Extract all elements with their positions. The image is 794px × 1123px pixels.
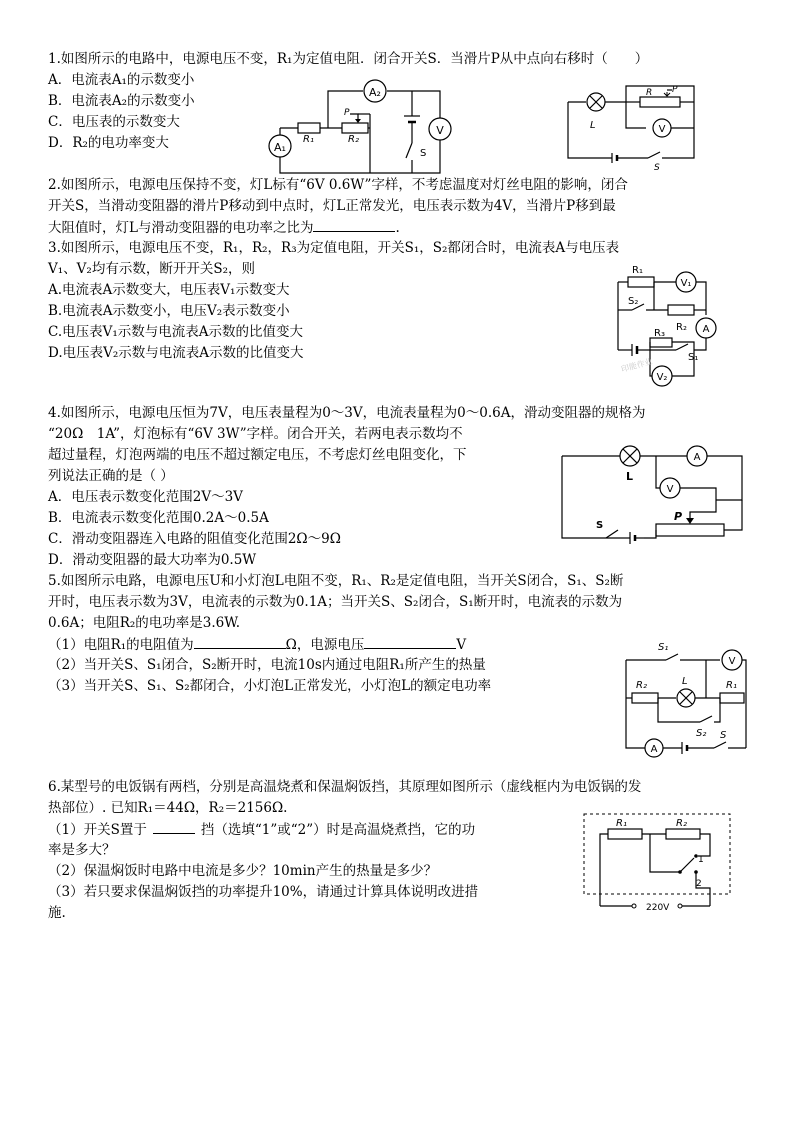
- svg-text:S₁: S₁: [688, 352, 699, 363]
- q4-option-b: B．电流表示数变化范围0.2A～0.5A: [48, 510, 269, 526]
- watermark: 印能作业: [620, 356, 654, 374]
- q1-stem: 1.如图所示的电路中，电源电压不变，R₁为定值电阻．闭合开关S．当滑片P从中点向右移时（ ）: [48, 51, 649, 67]
- q4-line1: 4.如图所示，电源电压恒为7V，电压表量程为0～3V，电流表量程为0～0.6A，滑动变阻器的规格为: [48, 405, 646, 421]
- q4-line2: “20Ω 1A”，灯泡标有“6V 3W”字样。闭合开关，若两电表示数均不: [48, 426, 463, 442]
- svg-text:A: A: [693, 452, 701, 463]
- svg-text:A: A: [650, 744, 658, 755]
- svg-text:S₁: S₁: [658, 642, 669, 653]
- svg-text:V₁: V₁: [680, 278, 692, 289]
- q2-line1: 2.如图所示，电源电压保持不变，灯L标有“6V 0.6W”字样，不考虑温度对灯丝电阻的影响，闭合: [48, 177, 628, 193]
- q1-option-c: C．电压表的示数变大: [48, 114, 180, 130]
- q6-sub1-cont: 率是多大？: [48, 842, 116, 858]
- q5-sub1: （1）电阻R₁的电阻值为 Ω，电源电压 V: [48, 634, 466, 655]
- svg-text:220V: 220V: [646, 903, 670, 913]
- answer-blank[interactable]: [313, 217, 395, 232]
- svg-text:1: 1: [698, 855, 704, 865]
- svg-text:S₂: S₂: [696, 728, 707, 739]
- svg-text:R₁: R₁: [632, 265, 643, 276]
- q1-option-d: D．R₂的电功率变大: [48, 135, 169, 151]
- q4-option-d: D．滑动变阻器的最大功率为0.5W: [48, 552, 257, 568]
- q3-line2: V₁、V₂均有示数，断开开关S₂，则: [48, 261, 255, 277]
- q5-sub3: （3）当开关S、S₁、S₂都闭合，小灯泡L正常发光，小灯泡L的额定电功率: [48, 678, 492, 694]
- q3-line1: 3.如图所示，电源电压不变，R₁，R₂，R₃为定值电阻，开关S₁，S₂都闭合时，电流表A与电压表: [48, 240, 620, 256]
- svg-text:L: L: [626, 470, 634, 483]
- q6-line2: 热部位）. 已知R₁＝44Ω，R₂＝2156Ω.: [48, 800, 288, 816]
- q2-line2: 开关S，当滑动变阻器的滑片P移动到中点时，灯L正常发光，电压表示数为4V，当滑片P移到最: [48, 198, 616, 214]
- svg-text:R₃: R₃: [654, 328, 665, 339]
- q3-option-a: A.电流表A示数变大，电压表V₁示数变大: [48, 282, 290, 298]
- q5-line2: 开时，电压表示数为3V，电流表的示数为0.1A；当开关S、S₂闭合，S₁断开时，电流表的示数为: [48, 594, 623, 610]
- q5-line3: 0.6A；电阻R₂的电功率是3.6W.: [48, 615, 241, 631]
- svg-text:S: S: [654, 163, 660, 173]
- svg-text:R₁: R₁: [303, 134, 314, 145]
- svg-text:R₂: R₂: [676, 818, 687, 829]
- heating-part-dashed-frame: [584, 814, 730, 894]
- q1-circuit-diagram-2: [566, 78, 706, 173]
- q5-sub2: （2）当开关S、S₁闭合，S₂断开时，电流10s内通过电阻R₁所产生的热量: [48, 657, 486, 673]
- answer-blank-switch[interactable]: [153, 819, 195, 834]
- svg-text:P: P: [672, 85, 678, 95]
- q1-option-b: B．电流表A₂的示数变小: [48, 93, 195, 109]
- svg-text:A: A: [702, 324, 710, 335]
- svg-text:S: S: [420, 148, 427, 159]
- q6-line1: 6.某型号的电饭锅有两档，分别是高温烧煮和保温焖饭挡，其原理如图所示（虚线框内为电饭锅的发: [48, 779, 642, 795]
- q4-circuit-diagram: [560, 440, 750, 542]
- svg-text:R: R: [646, 88, 653, 98]
- svg-text:R₁: R₁: [616, 818, 627, 829]
- q6-sub1: （1）开关S置于 挡（选填“1”或“2”）时是高温烧煮挡，它的功: [48, 819, 475, 840]
- svg-text:2: 2: [696, 879, 702, 889]
- answer-blank-voltage[interactable]: [364, 634, 456, 649]
- svg-text:R₁: R₁: [726, 680, 737, 691]
- q5-line1: 5.如图所示电路，电源电压U和小灯泡L电阻不变，R₁、R₂是定值电阻，当开关S闭合，S₁、S₂断: [48, 573, 624, 589]
- svg-text:V: V: [666, 484, 674, 495]
- q6-circuit-diagram: [580, 810, 735, 914]
- q4-line3: 超过量程，灯泡两端的电压不超过额定电压，不考虑灯丝电阻变化，下: [48, 447, 467, 463]
- svg-text:P: P: [674, 510, 683, 523]
- svg-text:S₂: S₂: [628, 296, 639, 307]
- q4-option-c: C．滑动变阻器连入电路的阻值变化范围2Ω～9Ω: [48, 531, 341, 547]
- svg-text:V: V: [658, 124, 666, 135]
- svg-text:V: V: [436, 124, 444, 137]
- svg-text:A₂: A₂: [369, 86, 381, 99]
- q6-sub2: （2）保温焖饭时电路中电流是多少？10min产生的热量是多少？: [48, 863, 438, 879]
- q3-option-b: B.电流表A示数变小，电压V₂表示数变小: [48, 303, 290, 319]
- q4-option-a: A．电压表示数变化范围2V～3V: [48, 489, 243, 505]
- svg-text:A₁: A₁: [274, 141, 286, 154]
- q2-line3: 大阻值时，灯L与滑动变阻器的电功率之比为 .: [48, 217, 400, 238]
- svg-text:V₂: V₂: [656, 372, 668, 383]
- q1-circuit-diagram-1: [270, 78, 460, 188]
- svg-text:L: L: [682, 676, 688, 687]
- svg-text:L: L: [590, 120, 596, 131]
- svg-text:V: V: [728, 656, 736, 667]
- q4-line4: 列说法正确的是（ ）: [48, 468, 174, 484]
- q6-sub3-cont: 施.: [48, 905, 66, 921]
- q3-circuit-diagram: [610, 260, 730, 386]
- q5-circuit-diagram: [622, 638, 750, 755]
- svg-text:P: P: [344, 108, 350, 118]
- svg-text:S: S: [596, 520, 604, 531]
- q6-sub3: （3）若只要求保温焖饭挡的功率提升10%，请通过计算具体说明改进措: [48, 884, 479, 900]
- q3-option-c: C.电压表V₁示数与电流表A示数的比值变大: [48, 324, 304, 340]
- svg-text:S: S: [720, 730, 727, 741]
- svg-text:R₂: R₂: [636, 680, 647, 691]
- q1-option-a: A．电流表A₁的示数变小: [48, 72, 195, 88]
- svg-text:R₂: R₂: [348, 134, 359, 145]
- q3-option-d: D.电压表V₂示数与电流表A示数的比值变大: [48, 345, 304, 361]
- answer-blank-r1[interactable]: [194, 634, 286, 649]
- resistor-r1: [298, 123, 320, 133]
- rheostat-r2: [342, 123, 368, 133]
- svg-text:R₂: R₂: [676, 322, 687, 333]
